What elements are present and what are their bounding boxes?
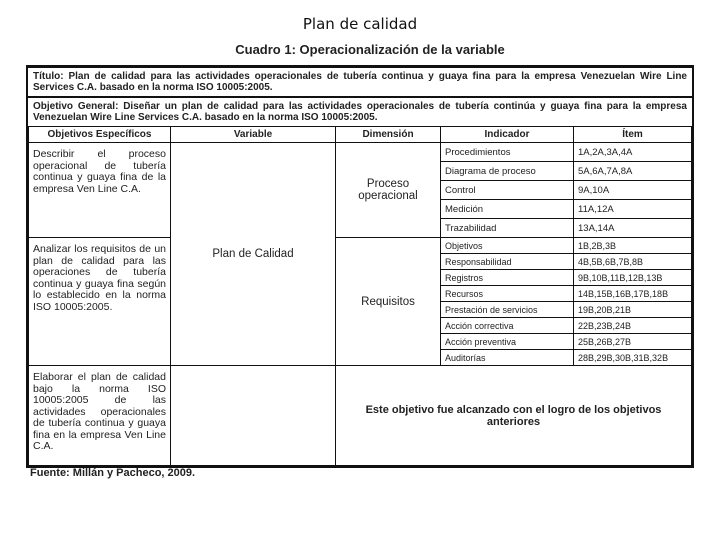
header-cell: Objetivos Específicos xyxy=(29,127,171,143)
dimension-cell: Requisitos xyxy=(336,238,441,366)
item-cell: 22B,23B,24B xyxy=(574,318,692,334)
indicator-cell: Trazabilidad xyxy=(441,219,574,238)
item-cell: 1A,2A,3A,4A xyxy=(574,143,692,162)
table-title: Título: Plan de calidad para las actividades operacionales de tubería continua y guaya fina para la empresa Venezuelan Wire Line Services C.A. basado en la norma ISO 10005:2005. xyxy=(28,68,692,98)
specific-objective: Analizar los requisitos de un plan de calidad para las operaciones de tubería continua y guaya fina según lo establecido en la norma ISO 10005:2005. xyxy=(29,238,171,366)
item-cell: 4B,5B,6B,7B,8B xyxy=(574,254,692,270)
variable-cell: Plan de Calidad xyxy=(171,143,336,366)
item-cell: 9A,10A xyxy=(574,181,692,200)
header-cell: Variable xyxy=(171,127,336,143)
source-note: Fuente: Millán y Pacheco, 2009. xyxy=(30,467,196,479)
item-cell: 14B,15B,16B,17B,18B xyxy=(574,286,692,302)
objective-note: Este objetivo fue alcanzado con el logro de los objetivos anteriores xyxy=(336,366,692,466)
operationalization-table xyxy=(26,65,694,468)
indicator-cell: Acción preventiva xyxy=(441,334,574,350)
dimension-cell: Proceso operacional xyxy=(336,143,441,238)
indicator-cell: Auditorías xyxy=(441,350,574,366)
item-cell: 25B,26B,27B xyxy=(574,334,692,350)
item-cell: 11A,12A xyxy=(574,200,692,219)
indicator-cell: Prestación de servicios xyxy=(441,302,574,318)
specific-objective: Describir el proceso operacional de tubería continua y guaya fina de la empresa Ven Line C.A. xyxy=(29,143,171,238)
table-caption: Cuadro 1: Operacionalización de la variable xyxy=(235,42,505,57)
header-cell: Dimensión xyxy=(336,127,441,143)
general-objective: Objetivo General: Diseñar un plan de calidad para las actividades operacionales de tubería continúa y guaya fina para la empresa Venezuelan Wire Line Services C.A. basado en la norma ISO 10005:2005. xyxy=(33,101,687,123)
indicator-cell: Control xyxy=(441,181,574,200)
indicator-cell: Procedimientos xyxy=(441,143,574,162)
item-cell: 1B,2B,3B xyxy=(574,238,692,254)
item-cell: 19B,20B,21B xyxy=(574,302,692,318)
indicator-cell: Diagrama de proceso xyxy=(441,162,574,181)
item-cell: 5A,6A,7A,8A xyxy=(574,162,692,181)
header-cell: Indicador xyxy=(441,127,574,143)
specific-objective: Elaborar el plan de calidad bajo la norma ISO 10005:2005 de las actividades operacionales de tubería continua y guaya fina en la empresa Ven Line C.A. xyxy=(29,366,171,466)
item-cell: 9B,10B,11B,12B,13B xyxy=(574,270,692,286)
indicator-cell: Responsabilidad xyxy=(441,254,574,270)
header-row xyxy=(29,127,692,143)
table-row xyxy=(29,366,692,466)
item-cell: 13A,14A xyxy=(574,219,692,238)
item-cell: 28B,29B,30B,31B,32B xyxy=(574,350,692,366)
variable-cell-empty xyxy=(171,366,336,466)
indicator-cell: Registros xyxy=(441,270,574,286)
indicator-cell: Acción correctiva xyxy=(441,318,574,334)
indicator-cell: Medición xyxy=(441,200,574,219)
table-row xyxy=(29,143,692,162)
header-cell: Ítem xyxy=(574,127,692,143)
slide-title: Plan de calidad xyxy=(302,15,418,33)
indicator-cell: Recursos xyxy=(441,286,574,302)
indicator-cell: Objetivos xyxy=(441,238,574,254)
table-row xyxy=(29,238,692,254)
